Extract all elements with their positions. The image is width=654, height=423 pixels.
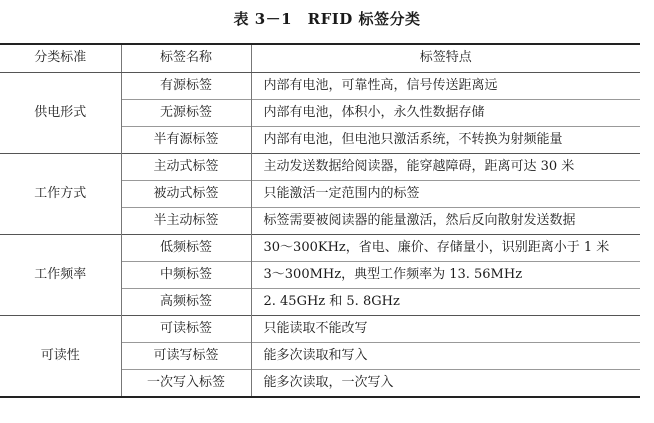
category-cell: 供电形式 xyxy=(0,73,121,154)
header-row xyxy=(0,44,640,73)
table-title: 表 3－1 RFID 标签分类 xyxy=(233,10,421,28)
type-cell: 一次写入标签 xyxy=(121,370,251,398)
feature-cell: 主动发送数据给阅读器，能穿越障碍，距离可达 30 米 xyxy=(251,154,640,181)
rfid-classification-table xyxy=(0,43,640,398)
table-row xyxy=(0,154,640,181)
header-type: 标签名称 xyxy=(121,44,251,73)
type-cell: 中频标签 xyxy=(121,262,251,289)
feature-cell: 30～300KHz，省电、廉价、存储量小，识别距离小于 1 米 xyxy=(251,235,640,262)
type-cell: 可读写标签 xyxy=(121,343,251,370)
type-cell: 半主动标签 xyxy=(121,208,251,235)
type-cell: 低频标签 xyxy=(121,235,251,262)
feature-cell: 3～300MHz，典型工作频率为 13. 56MHz xyxy=(251,262,640,289)
header-category: 分类标准 xyxy=(0,44,121,73)
feature-cell: 内部有电池，可靠性高，信号传送距离远 xyxy=(251,73,640,100)
feature-cell: 只能激活一定范围内的标签 xyxy=(251,181,640,208)
type-cell: 可读标签 xyxy=(121,316,251,343)
type-cell: 半有源标签 xyxy=(121,127,251,154)
type-cell: 有源标签 xyxy=(121,73,251,100)
feature-cell: 内部有电池，体积小，永久性数据存储 xyxy=(251,100,640,127)
table-row xyxy=(0,73,640,100)
feature-cell: 内部有电池，但电池只激活系统，不转换为射频能量 xyxy=(251,127,640,154)
category-cell: 可读性 xyxy=(0,316,121,398)
table-row xyxy=(0,316,640,343)
feature-cell: 标签需要被阅读器的能量激活，然后反向散射发送数据 xyxy=(251,208,640,235)
type-cell: 主动式标签 xyxy=(121,154,251,181)
category-cell: 工作频率 xyxy=(0,235,121,316)
type-cell: 被动式标签 xyxy=(121,181,251,208)
feature-cell: 2. 45GHz 和 5. 8GHz xyxy=(251,289,640,316)
table-row xyxy=(0,235,640,262)
feature-cell: 能多次读取，一次写入 xyxy=(251,370,640,398)
header-feature: 标签特点 xyxy=(251,44,640,73)
type-cell: 无源标签 xyxy=(121,100,251,127)
type-cell: 高频标签 xyxy=(121,289,251,316)
feature-cell: 能多次读取和写入 xyxy=(251,343,640,370)
category-cell: 工作方式 xyxy=(0,154,121,235)
feature-cell: 只能读取不能改写 xyxy=(251,316,640,343)
